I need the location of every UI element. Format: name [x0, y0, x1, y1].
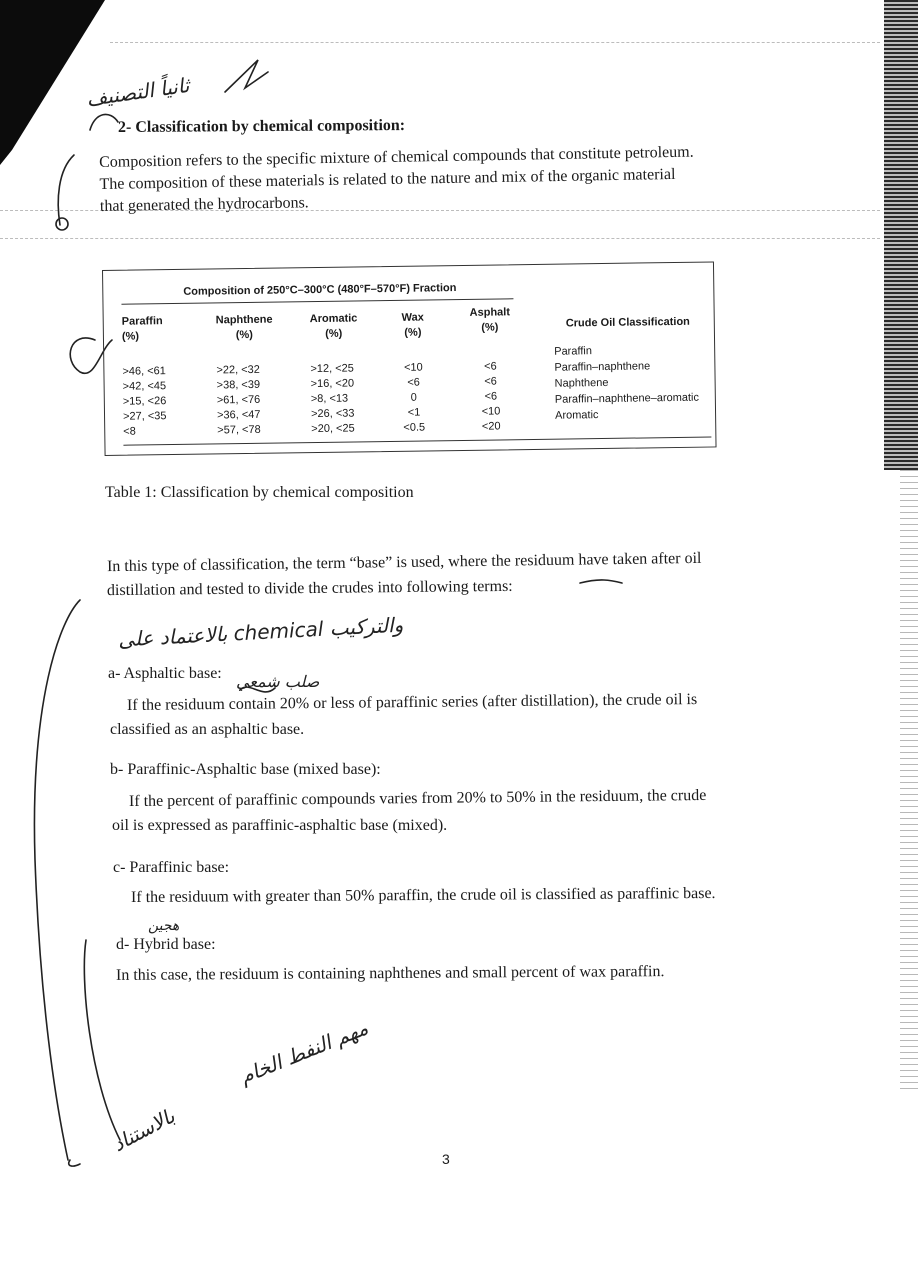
column-header: Wax	[401, 311, 424, 324]
column-header: Paraffin	[121, 315, 163, 328]
handwritten-note-asphaltic: صلب شمعي	[236, 672, 320, 691]
column-unit: (%)	[481, 321, 499, 334]
section-c-title: c- Paraffinic base:	[113, 859, 230, 876]
handwritten-note-bottom-1: مهم النفط الخام	[236, 1015, 372, 1089]
intro-line: Composition refers to the specific mixture of chemical compounds that constitute petroleum.	[99, 143, 694, 171]
table-cell: >61, <76	[216, 393, 261, 407]
column-header: Asphalt	[469, 306, 511, 319]
table-cell: >42, <45	[122, 380, 167, 393]
table-cell: >16, <20	[310, 377, 355, 391]
table-cell: >12, <25	[310, 362, 354, 376]
column-wax	[400, 310, 428, 435]
table-cell: <6	[484, 390, 498, 403]
margin-bracket	[34, 600, 80, 1160]
intro-line: that generated the hydrocarbons.	[99, 194, 309, 215]
table-rule	[123, 437, 711, 446]
scan-edge-strip-lower	[900, 470, 918, 1090]
table-cell: Paraffin	[554, 345, 592, 358]
handwritten-note-bottom-2: بالاستناد	[108, 1103, 179, 1157]
base-intro-line: distillation and tested to divide the crudes into following terms:	[106, 577, 513, 600]
table-caption: Table 1: Classification by chemical composition	[105, 484, 414, 501]
section-a-title: a- Asphaltic base:	[108, 665, 222, 682]
column-unit: (%)	[325, 327, 343, 340]
section-b-title: b- Paraffinic-Asphaltic base (mixed base):	[110, 761, 381, 778]
table-cell: <8	[123, 425, 136, 438]
table-cell: 0	[410, 391, 417, 404]
table-cell: >26, <33	[310, 407, 355, 421]
circled-mark	[56, 218, 68, 230]
margin-bracket	[84, 940, 120, 1140]
section-d-title: d- Hybrid base:	[116, 936, 216, 953]
section-b-text: If the percent of paraffinic compounds varies from 20% to 50% in the residuum, the crude	[128, 786, 707, 811]
handwritten-note-chemical: بالاعتماد على chemical والتركيب	[117, 612, 404, 652]
table-cell: <20	[481, 420, 501, 433]
table-cell: <6	[484, 360, 497, 373]
table-cell: >38, <39	[216, 378, 261, 392]
column-unit: (%)	[235, 328, 253, 342]
column-asphalt	[470, 305, 512, 435]
section-d-text: In this case, the residuum is containing naphthenes and small percent of wax paraffin.	[115, 963, 665, 984]
table-cell: >46, <61	[122, 365, 166, 378]
table-cell: Paraffin–naphthene	[554, 360, 651, 374]
scan-edge-strip	[884, 0, 918, 470]
table-cell: Paraffin–naphthene–aromatic	[554, 391, 700, 406]
section-b-text: oil is expressed as paraffinic-asphaltic base (mixed).	[112, 817, 448, 834]
column-unit: (%)	[404, 326, 422, 339]
section-a-text: If the residuum contain 20% or less of paraffinic series (after distillation), the crude oil is	[126, 691, 698, 714]
base-intro-line: In this type of classification, the term “base” is used, where the residuum have taken after oil	[106, 549, 702, 576]
section-c-text: If the residuum with greater than 50% paraffin, the crude oil is classified as paraffinic base.	[130, 884, 716, 907]
handwritten-note-hybrid: هجين	[148, 918, 180, 934]
table-cell: <10	[481, 405, 501, 418]
pen-scribble	[225, 60, 268, 92]
handwritten-note-top: ثانياً التصنيف	[84, 72, 191, 112]
table-cell: Naphthene	[554, 376, 609, 390]
table-rule	[121, 298, 513, 304]
table-cell: >22, <32	[216, 363, 260, 377]
table-cell: <10	[403, 361, 423, 374]
table-cell: >20, <25	[311, 422, 355, 436]
composition-table	[102, 261, 717, 456]
column-header: Naphthene	[215, 313, 273, 327]
table-cell: <1	[407, 406, 421, 419]
column-header: Aromatic	[309, 312, 358, 326]
section-heading: 2- Classification by chemical composition:	[117, 116, 406, 137]
table-cell: <0.5	[403, 421, 426, 434]
table-fraction-caption: Composition of 250°C–300°C (480°F–570°F) Fraction	[183, 282, 457, 298]
table-cell: <6	[484, 375, 497, 388]
table-cell: Aromatic	[554, 409, 599, 422]
table-cell: >36, <47	[216, 408, 261, 422]
column-naphthene	[216, 313, 275, 439]
faint-rule	[0, 238, 880, 239]
intro-paragraph	[99, 140, 790, 218]
column-aromatic	[310, 311, 359, 437]
faint-rule	[110, 42, 880, 43]
column-paraffin	[122, 314, 167, 440]
column-classification	[554, 315, 700, 424]
page-number: 3	[442, 1151, 450, 1167]
table-cell: >57, <78	[217, 423, 261, 437]
column-unit: (%)	[121, 330, 140, 343]
section-a-text: classified as an asphaltic base.	[110, 721, 305, 738]
table-cell: >27, <35	[122, 410, 167, 423]
table-cell: >15, <26	[122, 395, 167, 408]
pen-scribble	[69, 1160, 80, 1166]
intro-line: The composition of these materials is related to the nature and mix of the organic material	[99, 165, 676, 193]
column-header: Crude Oil Classification	[565, 315, 690, 330]
table-cell: >8, <13	[310, 392, 349, 406]
underline-mark	[580, 580, 622, 583]
table-cell: <6	[407, 376, 420, 389]
